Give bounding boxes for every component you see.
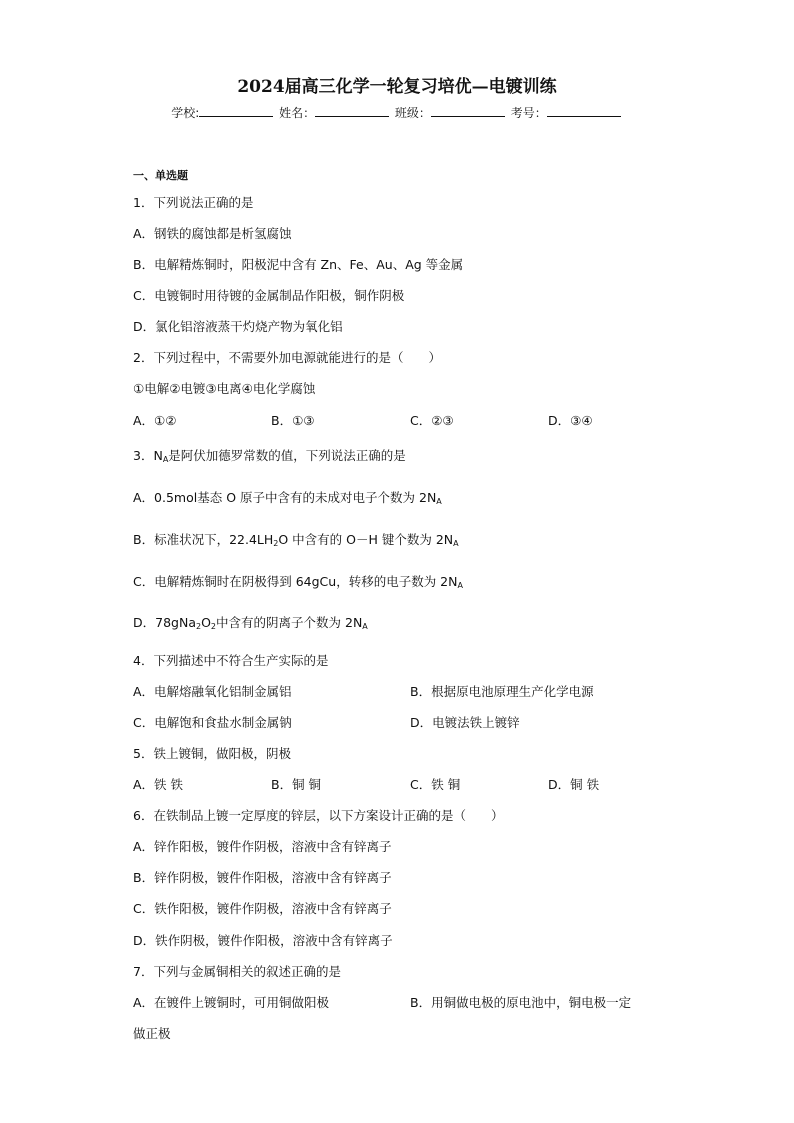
school-blank[interactable]	[199, 105, 273, 117]
q3-option-d	[133, 613, 368, 631]
q3-option-b	[133, 530, 459, 548]
q3-d-sub3: A	[362, 622, 368, 631]
q4-option-c: C．电解饱和食盐水制金属钠	[133, 715, 292, 730]
student-info-row	[0, 104, 794, 121]
q3-b-sub1: 2	[273, 539, 279, 548]
q6-option-d: D．铁作阴极，镀件作阳极，溶液中含有锌离子	[133, 933, 393, 948]
q3-stem-sub: A	[162, 455, 169, 464]
q3-d-rest: 中含有的阴离子个数为 2N	[216, 615, 363, 630]
q5-option-c: C．铁 铜	[410, 777, 461, 792]
q5-option-d: D．铜 铁	[548, 777, 600, 792]
q2-option-d: D．③④	[548, 413, 593, 428]
q5-option-b: B．铜 铜	[271, 777, 322, 792]
q6-stem: 6．在铁制品上镀一定厚度的锌层，以下方案设计正确的是（ ）	[133, 808, 504, 823]
q1-option-a: A．钢铁的腐蚀都是析氢腐蚀	[133, 226, 292, 241]
q5-option-a: A．铁 铁	[133, 777, 184, 792]
q4-option-b: B．根据原电池原理生产化学电源	[410, 684, 594, 699]
q6-option-b: B．锌作阴极，镀件作阳极，溶液中含有锌离子	[133, 870, 392, 885]
q4-stem: 4．下列描述中不符合生产实际的是	[133, 653, 329, 668]
q3-stem-rest: 是阿伏加德罗常数的值，下列说法正确的是	[168, 448, 406, 463]
q2-option-c: C．②③	[410, 413, 454, 428]
q7-option-b-cont: 做正极	[133, 1026, 171, 1041]
q2-option-a: A．①②	[133, 413, 177, 428]
q6-option-a: A．锌作阳极，镀件作阴极，溶液中含有锌离子	[133, 839, 392, 854]
q3-d-text: D．78gNa	[133, 615, 196, 630]
page-title: 2024届高三化学一轮复习培优—电镀训练	[237, 77, 557, 97]
name-label: 姓名：	[279, 106, 316, 120]
q7-option-b: B．用铜做电极的原电池中，铜电极一定	[410, 995, 632, 1010]
class-blank[interactable]	[431, 105, 505, 117]
number-blank[interactable]	[547, 105, 621, 117]
number-label: 考号：	[510, 106, 547, 120]
q3-option-a	[133, 488, 442, 506]
q3-b-sub2: A	[453, 539, 459, 548]
q3-option-c	[133, 572, 463, 590]
q1-stem: 1．下列说法正确的是	[133, 195, 254, 210]
q1-option-b: B．电解精炼铜时，阳极泥中含有 Zn、Fe、Au、Ag 等金属	[133, 257, 464, 272]
q3-stem-text: 3．N	[133, 448, 163, 463]
q4-option-d: D．电镀法铁上镀锌	[410, 715, 520, 730]
q4-option-a: A．电解熔融氧化铝制金属铝	[133, 684, 292, 699]
q3-b-text: B．标准状况下，22.4LH	[133, 532, 274, 547]
q3-a-sub: A	[436, 497, 442, 506]
q3-stem	[133, 446, 406, 464]
name-blank[interactable]	[315, 105, 389, 117]
q1-option-d: D．氯化铝溶液蒸干灼烧产物为氧化铝	[133, 319, 343, 334]
q3-d-sub2: 2	[210, 622, 217, 631]
q1-option-c: C．电镀铜时用待镀的金属制品作阳极，铜作阴极	[133, 288, 405, 303]
q3-c-sub: A	[457, 581, 463, 590]
school-label: 学校:	[171, 106, 200, 120]
q2-option-b: B．①③	[271, 413, 315, 428]
q3-b-mid: O 中含有的 O－H 键个数为 2N	[278, 532, 454, 547]
q3-c-text: C．电解精炼铜时在阴极得到 64gCu，转移的电子数为 2N	[133, 574, 458, 589]
q3-d-mid: O	[201, 615, 211, 630]
q7-stem: 7．下列与金属铜相关的叙述正确的是	[133, 964, 341, 979]
class-label: 班级：	[394, 106, 431, 120]
q7-option-a: A．在镀件上镀铜时，可用铜做阳极	[133, 995, 330, 1010]
q5-stem: 5．铁上镀铜，做阳极，阴极	[133, 746, 291, 761]
q2-items: ①电解②电镀③电离④电化学腐蚀	[133, 381, 316, 396]
q6-option-c: C．铁作阳极，镀件作阴极，溶液中含有锌离子	[133, 901, 392, 916]
q3-d-sub1: 2	[195, 622, 202, 631]
q3-a-text: A．0.5mol基态 O 原子中含有的未成对电子个数为 2N	[133, 490, 437, 505]
section-heading: 一、单选题	[133, 169, 188, 182]
q2-stem: 2．下列过程中，不需要外加电源就能进行的是（ ）	[133, 350, 441, 365]
